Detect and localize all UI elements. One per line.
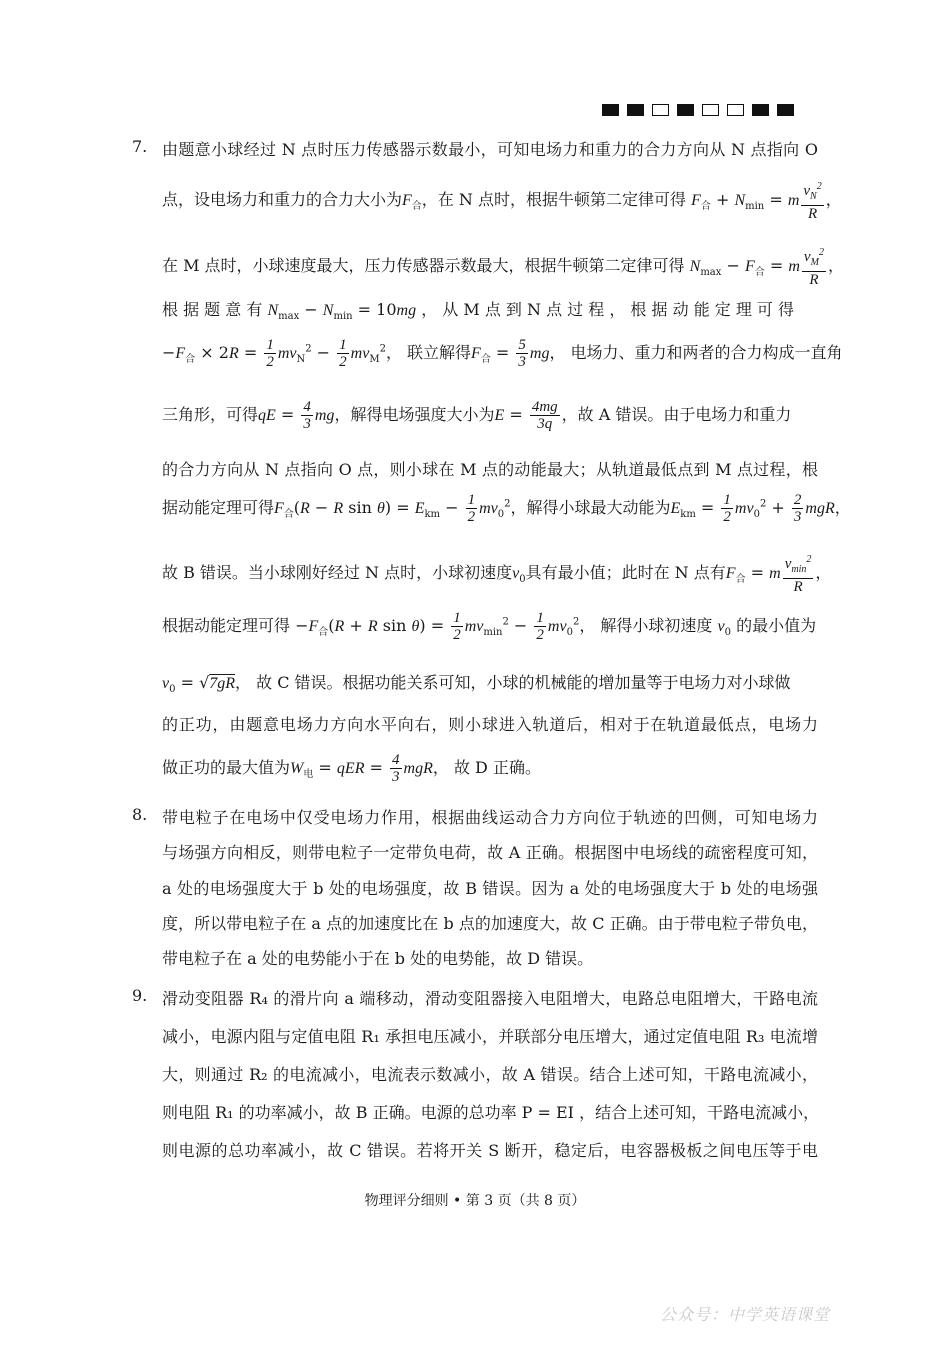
question-number: 7.	[132, 137, 148, 156]
text-line: 点，设电场力和重力的合力大小为$F_合$，在 N 点时，根据牛顿第二定律可得 $F_合 + N_{min} = m$ $\frac{v_N^2}{R}$ ，	[162, 181, 842, 222]
text-line: 与场强方向相反，则带电粒子一定带负电荷，故 A 正确。根据图中电场线的疏密程度可知，	[162, 843, 818, 862]
text-line: 则电阻 R₁ 的功率减小，故 B 正确。电源的总功率 P = EI ，结合上述可知，干路电流减小，	[162, 1103, 820, 1122]
text-line: 在 M 点时，小球速度最大，压力传感器示数最大，根据牛顿第二定律可得 $N_{max} - F_合 = m$ $\frac{v_M^2}{R}$ ，	[162, 247, 844, 288]
text-line: $v_0 = √7gR$， 故 C 错误。根据功能关系可知，小球的机械能的增加量等于电场力对小球做	[162, 673, 791, 696]
mark-empty	[652, 104, 669, 116]
mark-filled	[677, 104, 694, 116]
text-line: 根 据 题 意 有 $N_{max} - N_{min} = 10mg$ ， 从 M 点 到 N 点 过 程 ， 根 据 动 能 定 理 可 得	[162, 300, 795, 323]
mark-filled	[777, 104, 794, 116]
text-line: 则电源的总功率减小，故 C 错误。若将开关 S 断开，稳定后，电容器极板之间电压等于电	[162, 1141, 818, 1160]
text-line: 度，所以带电粒子在 a 点的加速度比在 b 点的加速度大，故 C 正确。由于带电粒子带负电，	[162, 914, 818, 933]
text-line: 滑动变阻器 R₄ 的滑片向 a 端移动，滑动变阻器接入电阻增大，电路总电阻增大，干路电流	[162, 989, 818, 1008]
text-line: 大，则通过 R₂ 的电流减小，电流表示数减小，故 A 错误。结合上述可知，干路电流减小，	[162, 1065, 818, 1084]
text-line: 做正功的最大值为$W_电$ = qER = $\frac{4}{3}$ mgR， 故 D 正确。	[162, 752, 541, 785]
mark-filled	[752, 104, 769, 116]
text-line: 带电粒子在电场中仅受电场力作用，根据曲线运动合力方向位于轨迹的凹侧，可知电场力	[162, 808, 818, 827]
question-number: 8.	[132, 805, 148, 824]
text-line: 减小，电源内阻与定值电阻 R₁ 承担电压减小，并联部分电压增大，通过定值电阻 R₃ 电流增	[162, 1027, 818, 1046]
text-line: 故 B 错误。当小球刚好经过 N 点时，小球初速度$v_0$具有最小值；此时在 N 点有$F_合 = m$ $\frac{v_{min}^2}{R}$ ，	[162, 554, 832, 595]
mark-empty	[702, 104, 719, 116]
mark-filled	[627, 104, 644, 116]
page-footer: 物理评分细则 • 第 3 页（共 8 页）	[364, 1193, 586, 1209]
text-line: a 处的电场强度大于 b 处的电场强度，故 B 错误。因为 a 处的电场强度大于 b 处的电场强	[162, 879, 818, 898]
watermark: 公众号：中学英语课堂	[660, 1305, 831, 1324]
mark-empty	[727, 104, 744, 116]
text-line: 的正功，由题意电场力方向水平向右，则小球进入轨道后，相对于在轨道最低点，电场力	[162, 715, 818, 734]
question-number: 9.	[132, 986, 148, 1005]
mark-filled	[602, 104, 619, 116]
text-line: 三角形，可得qE = $\frac{4}{3}$ mg，解得电场强度大小为E = $\frac{4mg}{3q}$ ，故 A 错误。由于电场力和重力	[162, 399, 792, 432]
text-line: $-F_合 \times 2R$ = $\frac{1}{2}$ $mv_N^2$ − $\frac{1}{2}$ $mv_M^2$， 联立解得$F_合$ = $\frac{5}{3}$ mg， 电场力、重力和两者的合力构成一直角	[162, 337, 843, 370]
text-line: 根据动能定理可得 $-F_合(R + R$ sin θ) = $\frac{1}{2}$ $mv_{min}^2$ − $\frac{1}{2}$ $mv_0^2$， 解得小球初速度 $v_0$ 的最小值为	[162, 610, 817, 643]
text-line: 的合力方向从 N 点指向 O 点，则小球在 M 点的动能最大；从轨道最低点到 M 点过程，根	[162, 460, 818, 479]
text-line: 由题意小球经过 N 点时压力传感器示数最小，可知电场力和重力的合力方向从 N 点指向 O	[162, 140, 818, 159]
text-line: 据动能定理可得$F_合(R - R$ $\sin \theta) = E_{km}$ − $\frac{1}{2}$ $mv_0^2$，解得小球最大动能为$E_{km}$ = $\frac{1}{2}$ $mv_0^2$ + $\frac{2}{3}$ mgR，	[162, 492, 851, 525]
text-line: 带电粒子在 a 处的电势能小于在 b 处的电势能，故 D 错误。	[162, 949, 594, 968]
header-marks	[602, 104, 794, 116]
